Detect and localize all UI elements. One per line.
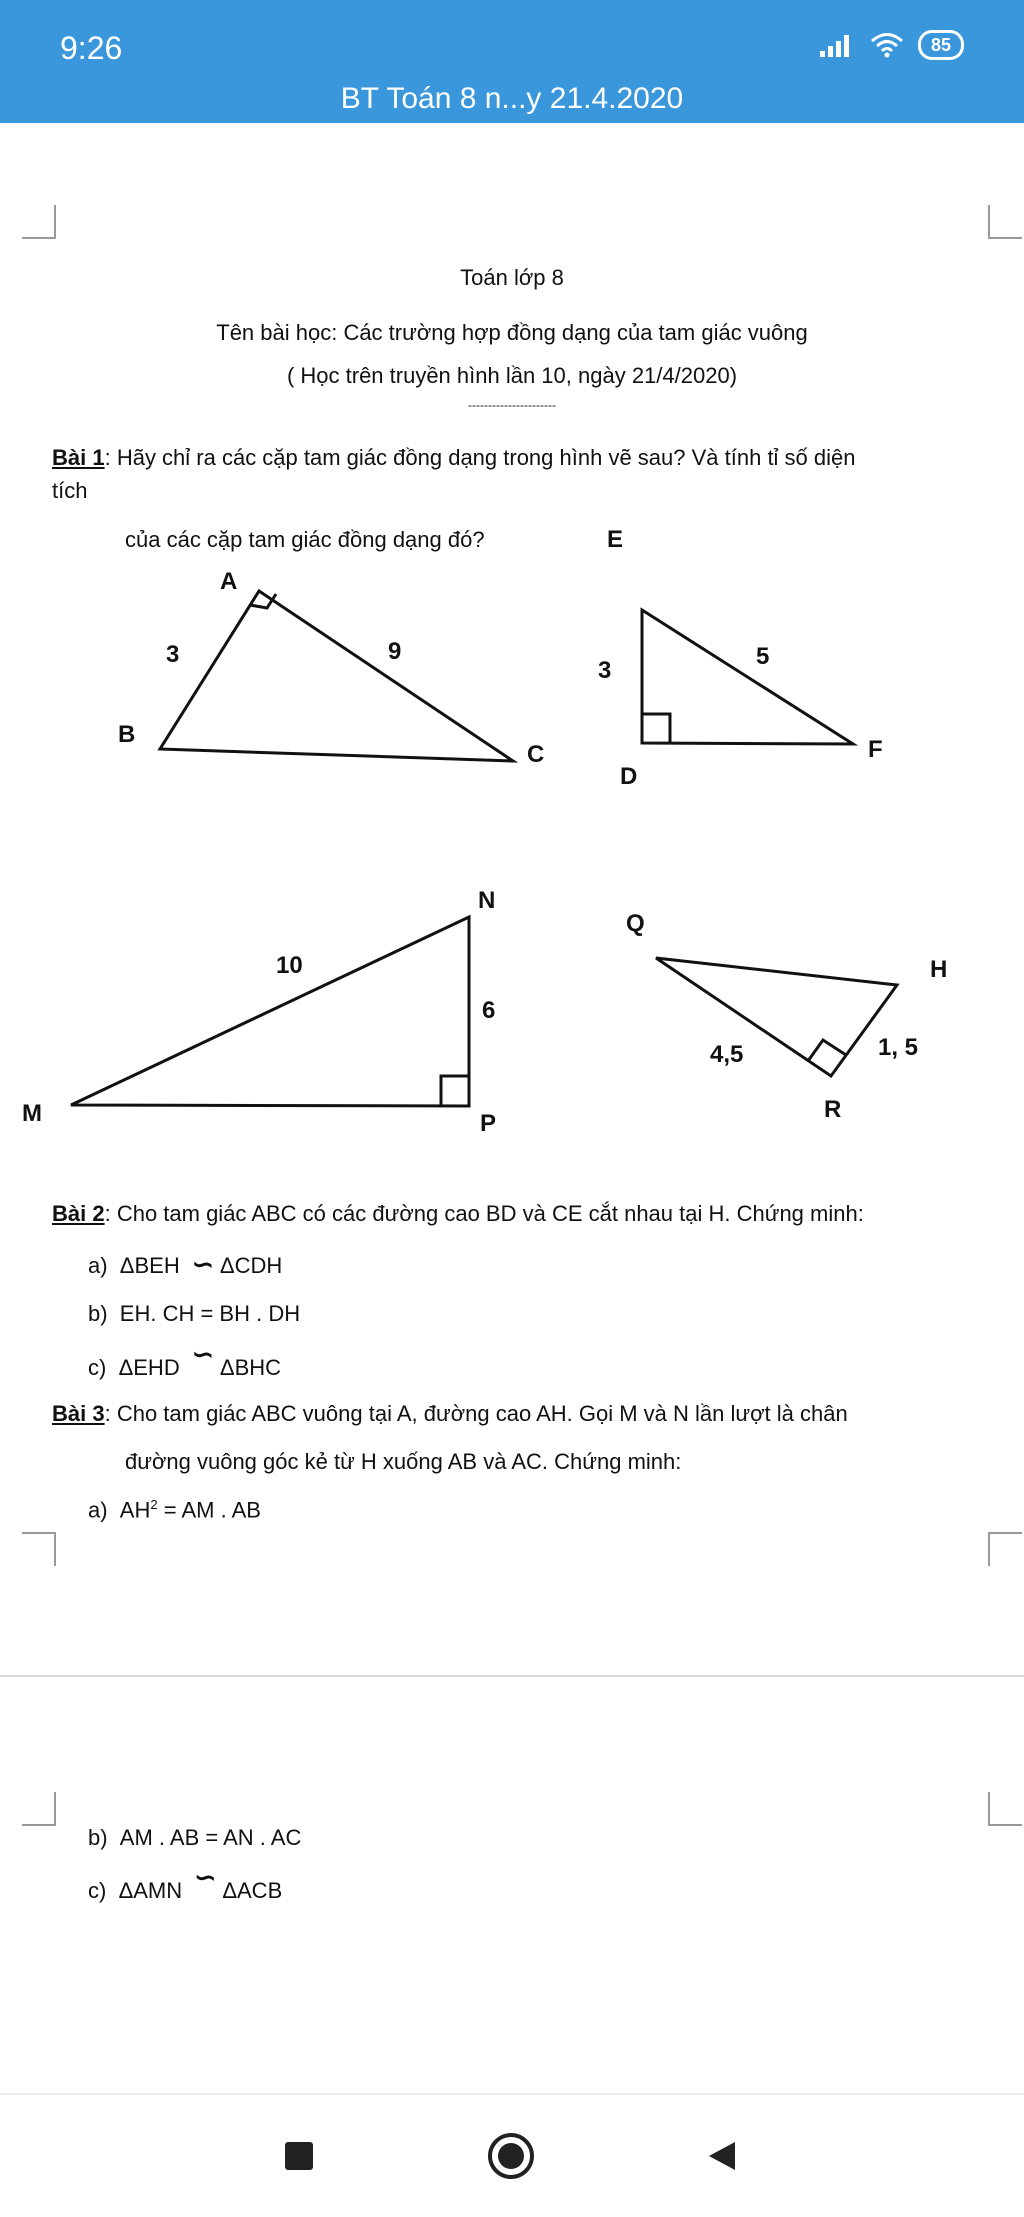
- home-button[interactable]: [478, 2123, 544, 2189]
- vertex-c: C: [527, 741, 545, 768]
- signal-icon: [820, 33, 856, 57]
- exercise-2-text: Bài 2: Cho tam giác ABC có các đường cao BD và CE cắt nhau tại H. Chứng minh:: [52, 1201, 864, 1226]
- crop-mark: [22, 1792, 56, 1826]
- side-mn: 10: [276, 952, 303, 979]
- vertex-q: Q: [626, 910, 645, 937]
- side-ab: 3: [166, 641, 180, 668]
- subject-heading: Toán lớp 8: [460, 265, 564, 290]
- exercise-2-label: Bài 2: [52, 1201, 105, 1226]
- right-angle-mark: [642, 714, 670, 743]
- exercise-1-text: Bài 1: Hãy chỉ ra các cặp tam giác đồng dạng trong hình vẽ sau? Và tính tỉ số diện: [52, 445, 856, 470]
- vertex-r: R: [824, 1096, 842, 1123]
- triangle-qhr: [656, 958, 897, 1076]
- figure-triangles: [0, 560, 1024, 1180]
- right-angle-mark: [441, 1076, 469, 1106]
- crop-mark: [22, 1532, 56, 1566]
- side-qr: 4,5: [710, 1041, 744, 1068]
- back-icon: [703, 2138, 739, 2174]
- recent-apps-button[interactable]: [266, 2123, 332, 2189]
- vertex-d: D: [620, 763, 638, 790]
- app-header: [0, 0, 1024, 123]
- exercise-3-label: Bài 3: [52, 1401, 105, 1426]
- divider: ----------------------: [468, 398, 556, 412]
- exercise-2-item-b: b) EH. CH = BH . DH: [88, 1301, 301, 1326]
- wifi-icon: [870, 32, 904, 58]
- back-button[interactable]: [688, 2123, 754, 2189]
- vertex-h: H: [930, 956, 948, 983]
- triangle-def: [642, 610, 853, 744]
- side-ef: 5: [756, 643, 770, 670]
- exercise-1-wrap: tích: [52, 478, 88, 503]
- broadcast-note: ( Học trên truyền hình lần 10, ngày 21/4/2020): [286, 363, 738, 388]
- exercise-1-continued: của các cặp tam giác đồng dạng đó?: [125, 527, 485, 552]
- exercise-2-item-c: c) ΔEHD ∽ ΔBHC: [88, 1339, 282, 1380]
- lesson-title: Tên bài học: Các trường hợp đồng dạng của tam giác vuông: [216, 320, 808, 345]
- crop-mark: [22, 205, 56, 239]
- stop-icon: [283, 2140, 315, 2172]
- crop-mark: [988, 1792, 1022, 1826]
- vertex-n: N: [478, 887, 496, 914]
- document-title: BT Toán 8 n...y 21.4.2020: [340, 82, 684, 115]
- exercise-3-item-b: b) AM . AB = AN . AC: [88, 1825, 302, 1850]
- side-ed: 3: [598, 657, 612, 684]
- exercise-2-item-a: a) ΔBEH ∽ ΔCDH: [88, 1249, 283, 1279]
- vertex-f: F: [868, 736, 883, 763]
- triangle-mnp: [71, 917, 469, 1106]
- home-icon: [486, 2131, 536, 2181]
- right-angle-mark: [808, 1040, 846, 1061]
- exercise-3-item-c: c) ΔAMN ∽ ΔACB: [88, 1862, 283, 1903]
- crop-mark: [988, 205, 1022, 239]
- crop-mark: [988, 1532, 1022, 1566]
- status-icons: [820, 30, 964, 60]
- vertex-e: E: [607, 526, 624, 553]
- side-ac: 9: [388, 638, 402, 665]
- vertex-m: M: [22, 1100, 42, 1127]
- exercise-3-item-a: a) $AH^2$ = AM . AB: [88, 1497, 261, 1523]
- side-np: 6: [482, 997, 496, 1024]
- exercise-3-text: Bài 3: Cho tam giác ABC vuông tại A, đường cao AH. Gọi M và N lần lượt là chân: [52, 1401, 848, 1426]
- exercise-1-label: Bài 1: [52, 445, 105, 470]
- vertex-p: P: [480, 1110, 497, 1137]
- page-separator: [0, 1675, 1024, 1677]
- navigation-bar: [0, 2095, 1024, 2217]
- battery-indicator: 85: [918, 30, 964, 60]
- triangle-abc: [160, 591, 513, 761]
- vertex-b: B: [118, 721, 136, 748]
- vertex-a: A: [220, 568, 238, 595]
- side-rh: 1, 5: [878, 1034, 919, 1061]
- status-time: 9:26: [60, 30, 123, 66]
- exercise-3-continued: đường vuông góc kẻ từ H xuống AB và AC. Chứng minh:: [125, 1449, 682, 1474]
